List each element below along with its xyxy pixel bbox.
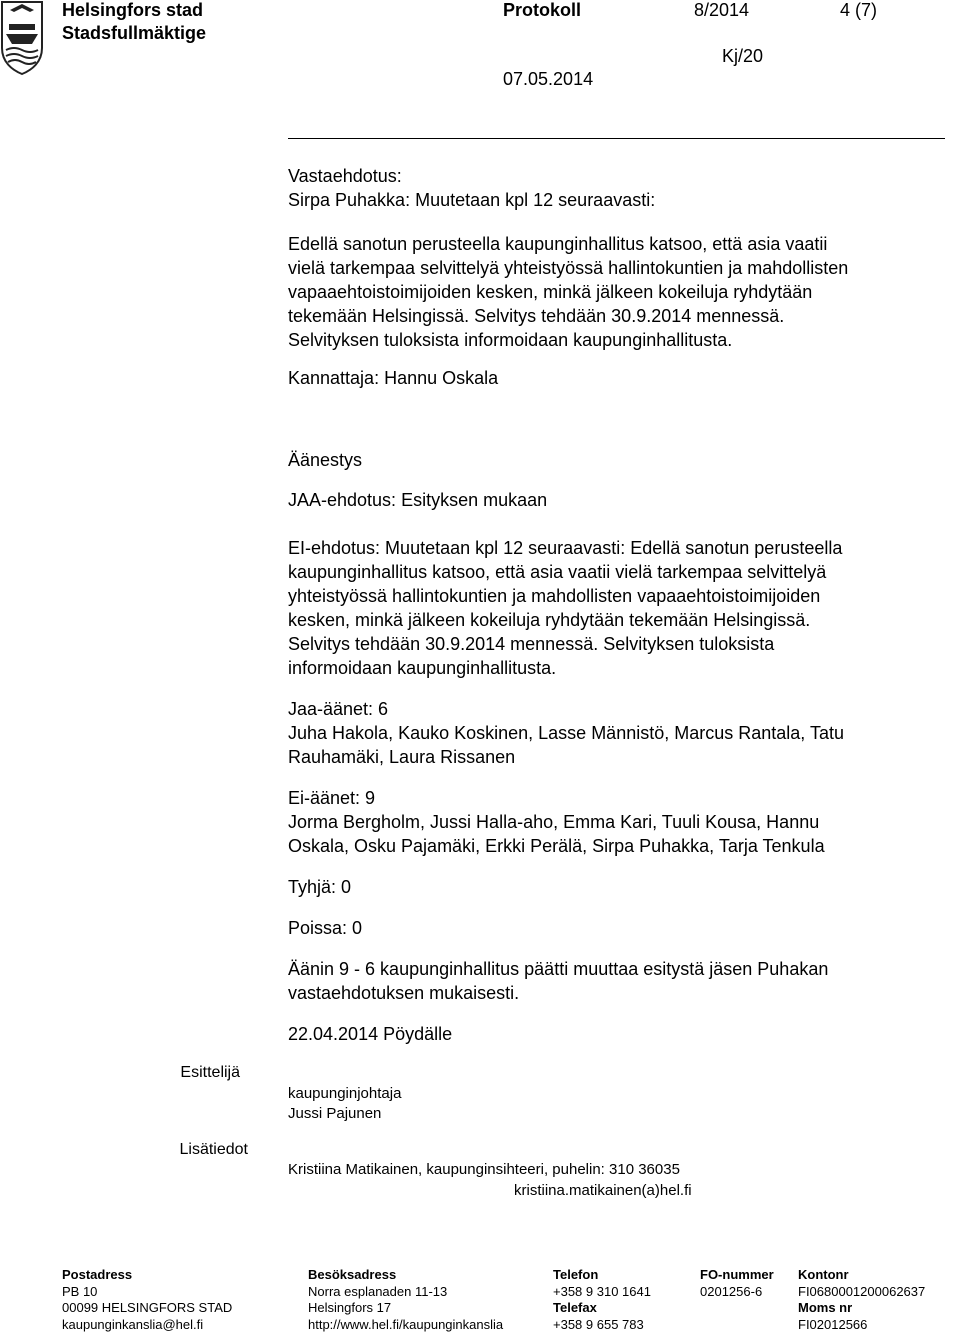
voter-line: Jorma Bergholm, Jussi Halla-aho, Emma Kari, Tuuli Kousa, Hannu bbox=[288, 810, 948, 834]
voter-line: Oskala, Osku Pajamäki, Erkki Perälä, Sirpa Puhakka, Tarja Tenkula bbox=[288, 834, 948, 858]
text-line: EI-ehdotus: Muutetaan kpl 12 seuraavasti: Edellä sanotun perusteella bbox=[288, 536, 948, 560]
text-line: Selvityksen tuloksista informoidaan kaupunginhallitusta. bbox=[288, 328, 948, 352]
footer-line: +358 9 310 1641 bbox=[553, 1284, 651, 1301]
footer-line: +358 9 655 783 bbox=[553, 1317, 651, 1333]
text-line: vastaehdotuksen mukaisesti. bbox=[288, 981, 948, 1005]
footer-line: Norra esplanaden 11-13 bbox=[308, 1284, 503, 1301]
text-line: Edellä sanotun perusteella kaupunginhallitus katsoo, että asia vaatii bbox=[288, 232, 948, 256]
footer-phone bbox=[553, 1267, 651, 1333]
meeting-number: 8/2014 bbox=[694, 0, 749, 21]
text-line: Äänin 9 - 6 kaupunginhallitus päätti muuttaa esitystä jäsen Puhakan bbox=[288, 957, 948, 981]
helsinki-crest-icon bbox=[0, 0, 44, 76]
text-line: kesken, minkä jälkeen kokeiluja ryhdytään tekemään Helsingissä. bbox=[288, 608, 948, 632]
no-proposal bbox=[288, 536, 948, 680]
absent-votes: Poissa: 0 bbox=[288, 916, 948, 940]
footer-heading: Moms nr bbox=[798, 1300, 925, 1317]
footer-visiting bbox=[308, 1267, 503, 1333]
presenter-title: kaupunginjohtaja bbox=[288, 1084, 401, 1104]
vote-heading: Äänestys bbox=[288, 448, 948, 472]
counter-proposal-author: Sirpa Puhakka: Muutetaan kpl 12 seuraavasti: bbox=[288, 188, 948, 212]
text-line: tekemään Helsingissä. Selvitys tehdään 30.9.2014 mennessä. bbox=[288, 304, 948, 328]
footer-line: 0201256-6 bbox=[700, 1284, 774, 1301]
counter-proposal-label: Vastaehdotus: bbox=[288, 164, 948, 188]
no-votes-label: Ei-äänet: 9 bbox=[288, 786, 948, 810]
footer-line: Helsingfors 17 bbox=[308, 1300, 503, 1317]
text-line: informoidaan kaupunginhallitusta. bbox=[288, 656, 948, 680]
footer-website-link[interactable]: http://www.hel.fi/kaupunginkanslia bbox=[308, 1317, 503, 1333]
voter-line: Rauhamäki, Laura Rissanen bbox=[288, 745, 948, 769]
footer-heading: Telefax bbox=[553, 1300, 651, 1317]
tabled-note: 22.04.2014 Pöydälle bbox=[288, 1022, 948, 1046]
contact-email[interactable]: kristiina.matikainen(a)hel.fi bbox=[514, 1181, 692, 1201]
seconded-by: Kannattaja: Hannu Oskala bbox=[288, 366, 948, 390]
footer-business-id bbox=[700, 1267, 774, 1300]
contact-person: Kristiina Matikainen, kaupunginsihteeri, puhelin: 310 36035 bbox=[288, 1160, 680, 1180]
header-divider bbox=[288, 138, 945, 139]
text-line: vielä tarkempaa selvittelyä yhteistyössä hallintokuntien ja mahdollisten bbox=[288, 256, 948, 280]
footer-email[interactable]: kaupunginkanslia@hel.fi bbox=[62, 1317, 232, 1333]
footer-line: PB 10 bbox=[62, 1284, 232, 1301]
doc-type: Protokoll bbox=[503, 0, 581, 21]
footer-account bbox=[798, 1267, 925, 1333]
footer-heading: Telefon bbox=[553, 1267, 651, 1284]
case-reference: Kj/20 bbox=[722, 46, 763, 67]
blank-votes: Tyhjä: 0 bbox=[288, 875, 948, 899]
org-name: Helsingfors stad bbox=[62, 0, 203, 21]
counter-proposal-text bbox=[288, 232, 948, 352]
footer-heading: Postadress bbox=[62, 1267, 232, 1284]
voter-line: Juha Hakola, Kauko Koskinen, Lasse Männistö, Marcus Rantala, Tatu bbox=[288, 721, 948, 745]
footer-heading: Besöksadress bbox=[308, 1267, 503, 1284]
footer-postal bbox=[62, 1267, 232, 1333]
yes-votes bbox=[288, 697, 948, 769]
presenter-name: Jussi Pajunen bbox=[288, 1104, 381, 1124]
org-body: Stadsfullmäktige bbox=[62, 23, 206, 44]
counter-proposal-block bbox=[288, 164, 948, 212]
yes-votes-label: Jaa-äänet: 6 bbox=[288, 697, 948, 721]
footer-heading: Kontonr bbox=[798, 1267, 925, 1284]
footer-line: FI0680001200062637 bbox=[798, 1284, 925, 1301]
footer-line: 00099 HELSINGFORS STAD bbox=[62, 1300, 232, 1317]
text-line: kaupunginhallitus katsoo, että asia vaatii vielä tarkempaa selvittelyä bbox=[288, 560, 948, 584]
footer-line: FI02012566 bbox=[798, 1317, 925, 1333]
yes-proposal: JAA-ehdotus: Esityksen mukaan bbox=[288, 488, 948, 512]
footer-heading: FO-nummer bbox=[700, 1267, 774, 1284]
text-line: vapaaehtoistoimijoiden kesken, minkä jälkeen kokeiluja ryhdytään bbox=[288, 280, 948, 304]
vote-result bbox=[288, 957, 948, 1005]
meeting-date: 07.05.2014 bbox=[503, 69, 593, 90]
text-line: yhteistyössä hallintokuntien ja mahdollisten vapaaehtoistoimijoiden bbox=[288, 584, 948, 608]
text-line: Selvitys tehdään 30.9.2014 mennessä. Selvityksen tuloksista bbox=[288, 632, 948, 656]
page-number: 4 (7) bbox=[840, 0, 877, 21]
contact-label: Lisätiedot bbox=[150, 1141, 248, 1159]
no-votes bbox=[288, 786, 948, 858]
presenter-label: Esittelijä bbox=[150, 1064, 240, 1082]
